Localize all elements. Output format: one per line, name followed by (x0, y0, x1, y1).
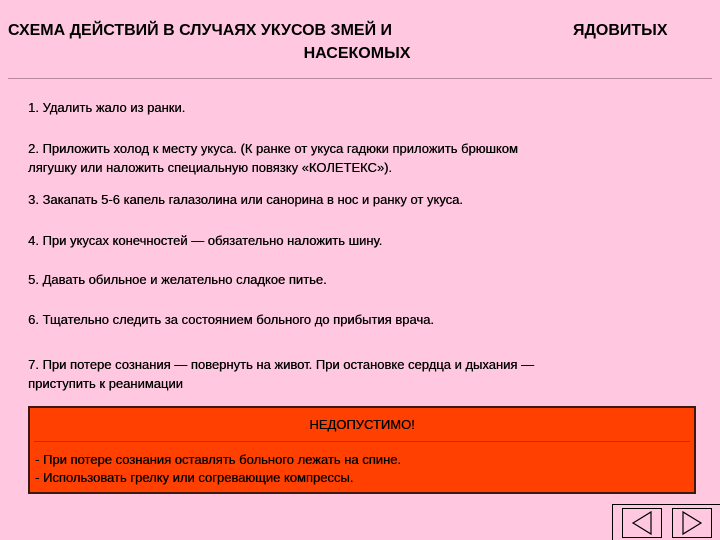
warning-title: НЕДОПУСТИМО! (309, 417, 415, 432)
step-5: 5. Давать обильное и желательно сладкое питье. (28, 272, 327, 287)
title-line2-text: НАСЕКОМЫХ (303, 45, 411, 62)
warning-line-1: - При потере сознания оставлять больного лежать на спине. (35, 452, 401, 467)
warning-divider (34, 441, 690, 442)
page-title-line2 (0, 43, 720, 65)
step-2-cont: лягушку или наложить специальную повязку «КОЛЕТЕКС»). (28, 160, 392, 175)
step-2: 2. Приложить холод к месту укуса. (К ранке от укуса гадюки приложить брюшком (28, 141, 518, 156)
title-left: СХЕМА ДЕЙСТВИЙ В СЛУЧАЯХ УКУСОВ ЗМЕЙ И (8, 22, 393, 39)
triangle-left-icon (629, 510, 655, 536)
step-1: 1. Удалить жало из ранки. (28, 100, 186, 115)
step-6: 6. Тщательно следить за состоянием больного до прибытия врача. (28, 312, 434, 327)
triangle-right-icon (679, 510, 705, 536)
next-button[interactable] (672, 508, 712, 538)
step-7: 7. При потере сознания — повернуть на живот. При остановке сердца и дыхания — (28, 357, 534, 372)
warning-line-2: - Использовать грелку или согревающие компрессы. (35, 470, 354, 485)
step-4: 4. При укусах конечностей — обязательно наложить шину. (28, 233, 383, 248)
warning-box (28, 406, 696, 494)
step-3: 3. Закапать 5-6 капель галазолина или санорина в нос и ранку от укуса. (28, 192, 463, 207)
prev-button[interactable] (622, 508, 662, 538)
content-panel (8, 78, 712, 536)
step-7-cont: приступить к реанимации (28, 376, 183, 391)
title-right: ЯДОВИТЫХ (573, 22, 668, 39)
